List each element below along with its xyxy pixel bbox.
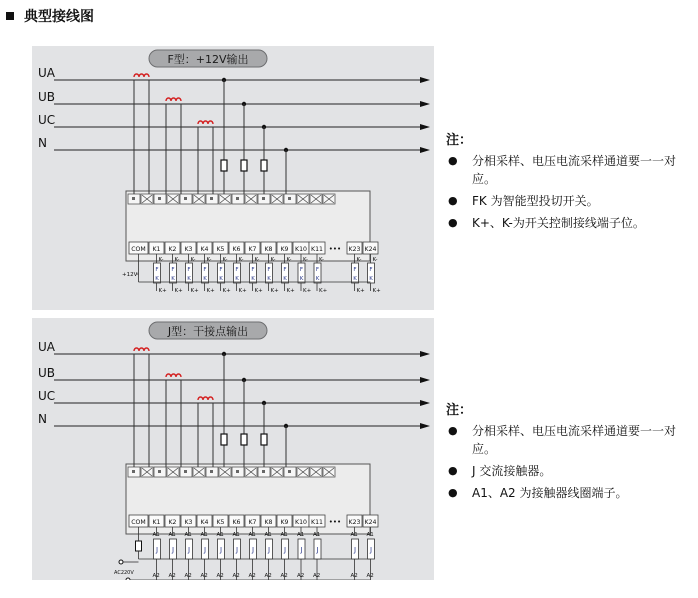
pin-dot — [262, 470, 265, 473]
terminal-label: K7 — [248, 519, 257, 526]
fuse-icon — [261, 160, 267, 171]
k-plus-label: K+ — [190, 288, 199, 294]
terminal-label: K2 — [168, 519, 177, 526]
current-transformer-icon — [198, 121, 213, 124]
supply-label: +12V — [122, 272, 138, 278]
k-minus-label: K- — [372, 257, 378, 263]
arrow-head-icon — [420, 377, 430, 383]
fk-letter: F — [369, 267, 373, 273]
arrow-head-icon — [420, 147, 430, 153]
a2-label: A2 — [168, 573, 176, 579]
a2-label: A2 — [232, 573, 240, 579]
note-item: ● 分相采样、电压电流采样通道要一一对应。 — [446, 422, 692, 458]
terminal-label: K11 — [311, 519, 323, 526]
k-minus-label: K- — [303, 257, 309, 263]
fk-letter: F — [219, 267, 223, 273]
fk-letter: F — [235, 267, 239, 273]
fuse-icon — [261, 434, 267, 445]
a1-label: A1 — [280, 532, 288, 538]
arrow-head-icon — [420, 423, 430, 429]
current-transformer-icon — [166, 374, 181, 377]
a1-label: A1 — [297, 532, 305, 538]
a2-label: A2 — [264, 573, 272, 579]
supply-terminal-icon — [126, 578, 130, 580]
a1-label: A1 — [350, 532, 358, 538]
arrow-head-icon — [420, 77, 430, 83]
pin-dot — [158, 470, 161, 473]
a1-label: A1 — [366, 532, 374, 538]
note-item: ● 分相采样、电压电流采样通道要一一对应。 — [446, 152, 692, 188]
fk-letter: K — [219, 276, 223, 282]
fk-letter: K — [235, 276, 239, 282]
f-type-notes — [446, 132, 692, 236]
terminal-label: K6 — [232, 246, 241, 253]
note-item: ● J 交流接触器。 — [446, 462, 692, 480]
phase-label-uc: UC — [38, 389, 56, 403]
square-bullet-icon — [6, 12, 14, 20]
fk-letter: F — [315, 267, 320, 273]
a2-label: A2 — [313, 573, 321, 579]
k-plus-label: K+ — [158, 288, 167, 294]
a1-label: A1 — [152, 532, 160, 538]
pin-dot — [158, 197, 161, 200]
fk-letter: F — [187, 267, 191, 273]
k-minus-label: K- — [174, 257, 180, 263]
a2-label: A2 — [200, 573, 208, 579]
a1-label: A1 — [232, 532, 240, 538]
pin-dot — [288, 197, 291, 200]
k-plus-label: K+ — [286, 288, 295, 294]
f-type-wiring-diagram — [32, 46, 434, 310]
k-plus-label: K+ — [222, 288, 231, 294]
terminal-label: K8 — [264, 246, 273, 253]
a1-label: A1 — [248, 532, 256, 538]
k-plus-label: K+ — [238, 288, 247, 294]
fuse-icon — [136, 541, 142, 551]
fk-letter: K — [353, 276, 357, 282]
k-plus-label: K+ — [303, 288, 312, 294]
terminal-label: K5 — [216, 246, 225, 253]
k-minus-label: K- — [356, 257, 362, 263]
k-minus-label: K- — [286, 257, 292, 263]
ellipsis: ••• — [328, 245, 342, 253]
k-plus-label: K+ — [319, 288, 328, 294]
a2-label: A2 — [366, 573, 374, 579]
a1-label: A1 — [313, 532, 321, 538]
note-item: ● K+、K-为开关控制接线端子位。 — [446, 214, 692, 232]
k-minus-label: K- — [319, 257, 325, 263]
terminal-label: K24 — [364, 246, 377, 253]
k-minus-label: K- — [238, 257, 244, 263]
terminal-label: COM — [131, 246, 146, 253]
terminal-label: K6 — [232, 519, 241, 526]
fk-letter: K — [315, 276, 320, 282]
fk-letter: K — [251, 276, 255, 282]
fk-letter: F — [353, 267, 357, 273]
phase-label-uc: UC — [38, 113, 56, 127]
terminal-label: K8 — [264, 519, 273, 526]
fk-letter: K — [283, 276, 287, 282]
pin-dot — [262, 197, 265, 200]
contactor-letter: J — [369, 546, 373, 554]
notes-title: 注： — [446, 403, 473, 418]
fk-letter: F — [267, 267, 271, 273]
contactor-letter: J — [300, 546, 303, 554]
arrow-head-icon — [420, 400, 430, 406]
terminal-label: K23 — [348, 246, 361, 253]
fk-letter: K — [187, 276, 191, 282]
pin-dot — [184, 197, 187, 200]
k-minus-label: K- — [270, 257, 276, 263]
terminal-label: K11 — [311, 246, 323, 253]
a2-label: A2 — [184, 573, 192, 579]
fk-letter: K — [369, 276, 373, 282]
contactor-letter: J — [251, 546, 255, 554]
k-minus-label: K- — [254, 257, 260, 263]
pin-dot — [210, 470, 213, 473]
diagram-title: J型：干接点输出 — [167, 325, 249, 338]
phase-label-ua: UA — [38, 66, 55, 80]
contactor-letter: J — [187, 546, 191, 554]
fuse-icon — [241, 434, 247, 445]
k-minus-label: K- — [190, 257, 196, 263]
terminal-label: K3 — [184, 519, 193, 526]
a2-label: A2 — [297, 573, 305, 579]
fk-letter: F — [251, 267, 255, 273]
pin-dot — [210, 197, 213, 200]
terminal-label: K5 — [216, 519, 225, 526]
fk-letter: K — [171, 276, 175, 282]
pin-dot — [288, 470, 291, 473]
contactor-letter: J — [171, 546, 175, 554]
pin-dot — [236, 470, 239, 473]
fk-letter: F — [155, 267, 159, 273]
note-item: ● FK 为智能型投切开关。 — [446, 192, 692, 210]
pin-dot — [132, 197, 135, 200]
k-minus-label: K- — [206, 257, 212, 263]
a2-label: A2 — [350, 573, 358, 579]
contactor-letter: J — [316, 546, 319, 554]
contactor-letter: J — [235, 546, 239, 554]
fk-letter: K — [203, 276, 207, 282]
fk-letter: F — [299, 267, 304, 273]
contactor-letter: J — [283, 546, 287, 554]
arrow-head-icon — [420, 101, 430, 107]
j-type-diagram-svg — [32, 318, 434, 580]
terminal-label: K2 — [168, 246, 177, 253]
terminal-label: K24 — [364, 519, 377, 526]
fk-letter: K — [267, 276, 271, 282]
f-type-diagram-svg — [32, 46, 434, 310]
current-transformer-icon — [134, 74, 149, 77]
terminal-label: K1 — [152, 246, 161, 253]
k-plus-label: K+ — [254, 288, 263, 294]
fuse-icon — [221, 160, 227, 171]
section-title: 典型接线图 — [24, 9, 94, 25]
k-plus-label: K+ — [206, 288, 215, 294]
current-transformer-icon — [166, 98, 181, 101]
terminal-label: COM — [131, 519, 146, 526]
terminal-label: K7 — [248, 246, 257, 253]
contactor-letter: J — [267, 546, 271, 554]
phase-label-ub: UB — [38, 90, 56, 104]
terminal-label: K1 — [152, 519, 161, 526]
j-type-wiring-diagram — [32, 318, 434, 580]
phase-label-ua: UA — [38, 340, 55, 354]
a1-label: A1 — [216, 532, 224, 538]
contactor-letter: J — [353, 546, 357, 554]
pin-dot — [236, 197, 239, 200]
notes-title: 注： — [446, 133, 473, 148]
supply-label: AC220V — [114, 570, 134, 576]
terminal-label: K9 — [280, 246, 289, 253]
diagram-title: F型：+12V输出 — [167, 53, 249, 66]
contactor-letter: J — [155, 546, 159, 554]
ellipsis: ••• — [328, 518, 342, 526]
k-minus-label: K- — [158, 257, 164, 263]
k-plus-label: K+ — [356, 288, 365, 294]
fk-letter: F — [283, 267, 287, 273]
a2-label: A2 — [216, 573, 224, 579]
section-heading — [6, 6, 94, 26]
a1-label: A1 — [168, 532, 176, 538]
terminal-label: K4 — [200, 246, 209, 253]
a1-label: A1 — [264, 532, 272, 538]
current-transformer-icon — [134, 348, 149, 351]
fuse-icon — [241, 160, 247, 171]
a2-label: A2 — [280, 573, 288, 579]
terminal-label: K23 — [348, 519, 361, 526]
pin-dot — [132, 470, 135, 473]
k-minus-label: K- — [222, 257, 228, 263]
terminal-label: K4 — [200, 519, 209, 526]
note-item: ● A1、A2 为接触器线圈端子。 — [446, 484, 692, 502]
k-plus-label: K+ — [270, 288, 279, 294]
contactor-letter: J — [203, 546, 207, 554]
fk-letter: K — [155, 276, 159, 282]
j-type-notes — [446, 402, 692, 506]
k-plus-label: K+ — [174, 288, 183, 294]
terminal-label: K10 — [295, 246, 307, 253]
fuse-icon — [221, 434, 227, 445]
supply-terminal-icon — [119, 560, 123, 564]
current-transformer-icon — [198, 397, 213, 400]
arrow-head-icon — [420, 124, 430, 130]
fk-letter: K — [299, 276, 304, 282]
fk-letter: F — [203, 267, 207, 273]
a1-label: A1 — [184, 532, 192, 538]
a2-label: A2 — [248, 573, 256, 579]
arrow-head-icon — [420, 351, 430, 357]
phase-label-ub: UB — [38, 366, 56, 380]
phase-label-n: N — [38, 136, 47, 150]
terminal-label: K9 — [280, 519, 289, 526]
fk-letter: F — [171, 267, 175, 273]
terminal-label: K10 — [295, 519, 307, 526]
a2-label: A2 — [152, 573, 160, 579]
contactor-letter: J — [219, 546, 223, 554]
k-plus-label: K+ — [372, 288, 381, 294]
pin-dot — [184, 470, 187, 473]
phase-label-n: N — [38, 412, 47, 426]
a1-label: A1 — [200, 532, 208, 538]
terminal-label: K3 — [184, 246, 193, 253]
